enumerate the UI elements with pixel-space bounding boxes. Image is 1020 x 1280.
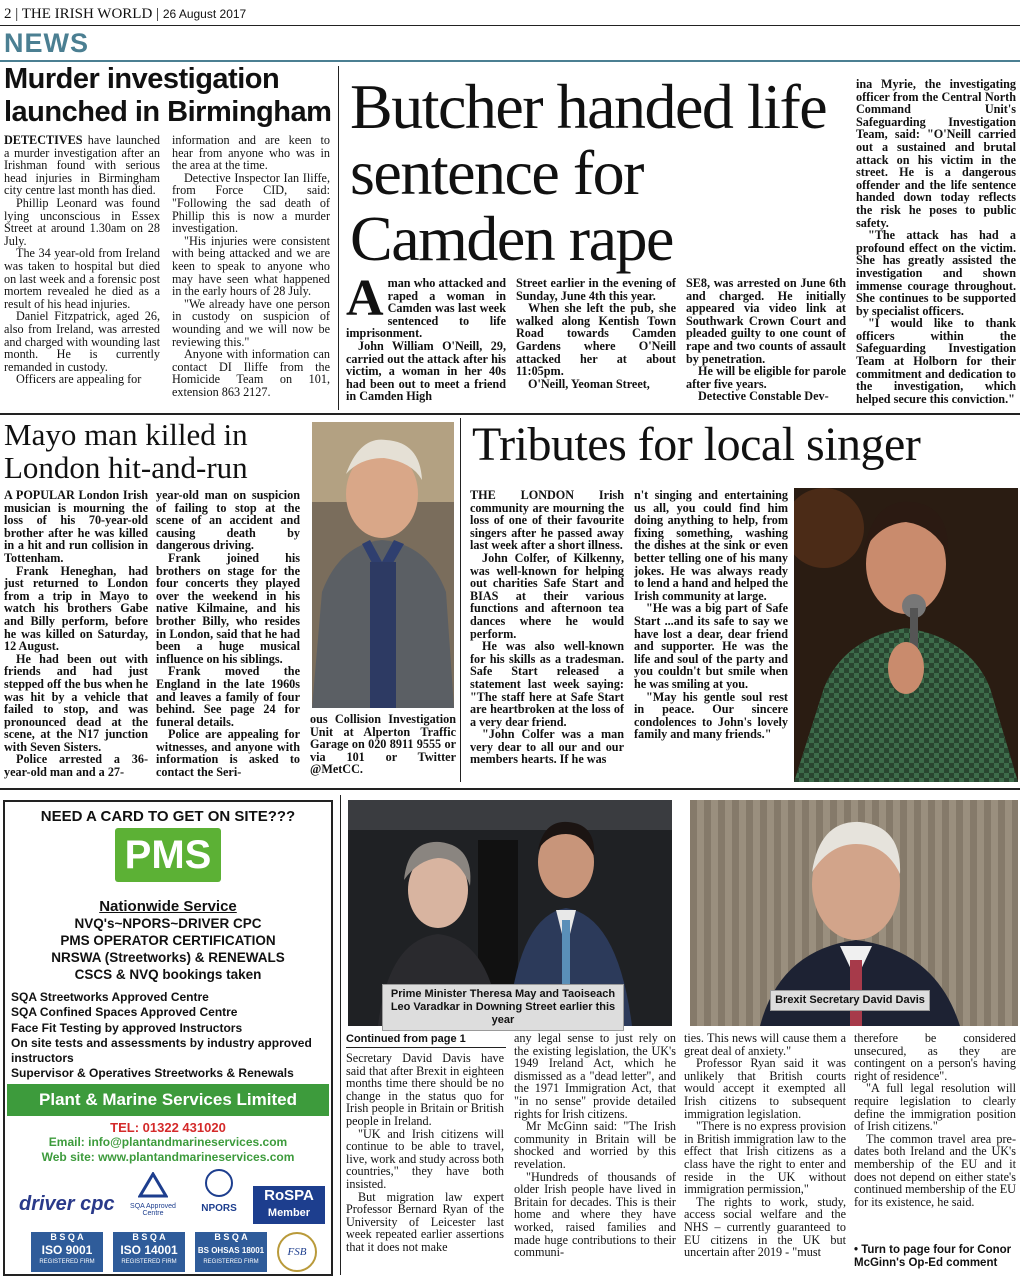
paragraph: "There is no express provision in British immigration law to the effect that Irish citizens as a class have the right to enter and reside in the UK without immigration permission," xyxy=(684,1119,846,1197)
rospa-logo: RoSPA Member xyxy=(253,1186,325,1224)
ad-left-lines xyxy=(11,990,331,1082)
ad-line: PMS OPERATOR CERTIFICATION xyxy=(60,933,276,948)
paragraph: year-old man on suspicion of failing to stop at the scene of an accident and causing death by dangerous driving. xyxy=(156,489,300,553)
continued-label: Continued from page 1 xyxy=(346,1033,506,1048)
murder-col-2 xyxy=(172,134,330,410)
tributes-col-1 xyxy=(470,489,624,779)
mayo-col-1 xyxy=(4,489,148,779)
ad-divider xyxy=(340,795,341,1275)
paragraph: John William O'Neill, 29, carried out the attack after his victim, a woman in her 40s had been out to meet a friend in Camden High xyxy=(346,338,506,404)
butcher-col-4 xyxy=(856,78,1016,406)
pms-logo: PMS xyxy=(115,828,221,882)
paragraph: He had been out with friends and had just stepped off the bus when he was hit by a vehicle that failed to stop, and was pronounced dead at the scene, at the N17 junction with Seven Sisters. xyxy=(4,651,148,754)
murder-col-1 xyxy=(4,134,160,410)
ad-website[interactable]: Web site: www.plantandmarineservices.com xyxy=(41,1150,295,1164)
paragraph: ties. This news will cause them a great deal of anxiety." xyxy=(684,1032,846,1058)
paragraph: Street earlier in the evening of Sunday, June 4th this year. xyxy=(516,277,676,303)
paragraph: Frank joined his brothers on stage for the four concerts they played over the weekend in his native Kilmaine, and his brother Billy, who resides in London, said that he had been a huge musical influence on his siblings. xyxy=(156,550,300,666)
section-rule xyxy=(0,60,1020,62)
paragraph: But migration law expert Professor Bernard Ryan of the University of Leicester last week repeated earlier assertions that it does not make xyxy=(346,1189,504,1254)
paragraph: Officers are appealing for xyxy=(16,372,142,387)
paragraph: "We already have one person in custody on suspicion of wounding and we will now be reviewing this." xyxy=(172,296,330,349)
section-label: NEWS xyxy=(4,28,89,58)
ohsas-badge: B S Q A BS OHSAS 18001 REGISTERED FIRM xyxy=(195,1232,267,1272)
paragraph: n't singing and entertaining us all, you could find him doing anything to help, from fixing something, washing the dishes at the sink or even better telling one of his many jokes. He was always ready to lend a hand and helped the Irish community at large. xyxy=(634,489,788,603)
davis-caption: Brexit Secretary David Davis xyxy=(770,990,930,1011)
mayo-divider xyxy=(460,418,461,782)
iso14001-badge: B S Q A ISO 14001 REGISTERED FIRM xyxy=(113,1232,185,1272)
butcher-headline: Butcher handed life sentence for Camden rape xyxy=(350,74,827,274)
page-header: 2 | THE IRISH WORLD | 26 August 2017 xyxy=(4,6,247,22)
paragraph: Secretary David Davis have said that after Brexit in eighteen months time there should be no change in the status quo for Irish people in Britain or British people in Ireland. xyxy=(346,1052,504,1128)
paragraph: ina Myrie, the investigating officer from the Central North Command Unit's Safeguarding Investigation Team, said: "O'Neill carried out a sustained and brutal attack on his victim in the street. He is a dangerous offender and the life sentence handed down today reflects the risk he poses to public safety. xyxy=(856,78,1016,230)
paragraph: Police arrested a 36-year-old man and a 27- xyxy=(4,752,148,779)
ad-company-bar: Plant & Marine Services Limited xyxy=(7,1084,329,1116)
sqa-logo: SQA Approved Centre xyxy=(123,1172,183,1224)
paragraph: He will be eligible for parole after five years. xyxy=(686,364,846,391)
ad-line: NRSWA (Streetworks) & RENEWALS xyxy=(51,950,285,965)
paragraph: Daniel Fitzpatrick, aged 26, also from Ireland, was arrested and charged with wounding last month. He is currently remanded in custody. xyxy=(4,309,160,374)
paragraph: Frank Heneghan, had just returned to London from a trip in Mayo to watch his brothers Gabe and Billy perform, before he was killed on Saturday, 12 August. xyxy=(4,563,148,654)
paragraph: "He was a big part of Safe Start ...and its safe to say we have lost a dear, dear friend and supporter. He was the life and soul of the party and you couldn't but smile when he was smiling at you. xyxy=(634,601,788,691)
mayo-photo xyxy=(312,422,454,708)
paragraph: Detective Constable Dev- xyxy=(698,389,829,404)
paragraph: THE LONDON Irish community are mourning the loss of one of their favourite singers after he passed away last week after a short illness. xyxy=(470,489,624,553)
paragraph: "Hundreds of thousands of older Irish people have lived in Britain for decades. This is their home and where they have worked, raised families and made huge contributions to their communi- xyxy=(514,1169,676,1260)
mid-rule-1 xyxy=(0,413,1020,415)
paragraph: The 34 year-old from Ireland was taken to hospital but died on last week and a forensic post mortem revealed he died as a result of his head injuries. xyxy=(4,246,160,311)
murder-divider xyxy=(338,66,339,410)
mayo-headline: Mayo man killed in London hit-and-run xyxy=(4,418,248,485)
brexit-col-2 xyxy=(514,1032,676,1276)
ad-center-lines xyxy=(5,915,331,983)
paragraph: "I would like to thank officers within the Safeguarding Investigation Team at Holborn for their commitment and dedication to the investigation, which helped secure this conviction." xyxy=(856,316,1016,406)
paragraph: "UK and Irish citizens will continue to be able to travel, live, work and study across both countries," they have both insisted. xyxy=(346,1126,504,1191)
page-number: 2 xyxy=(4,6,12,22)
butcher-dropcap: A xyxy=(346,277,384,327)
ad-tel: TEL: 01322 431020 xyxy=(110,1120,226,1135)
paragraph: O'Neill, Yeoman Street, xyxy=(528,376,650,391)
paragraph: When she left the pub, she walked along Kentish Town Road towards Camden Gardens where O'Neill attacked her at about 11:05pm. xyxy=(516,301,676,379)
paragraph: He was also well-known for his skills as a tradesman. Safe Start released a statement last week saying: "The staff here at Safe Start are heartbroken at the loss of a very dear friend. xyxy=(470,639,624,729)
murder-headline: Murder investigation launched in Birmingham xyxy=(4,63,332,128)
paragraph: John Colfer, of Kilkenny, was well-known for helping out charities Safe Start and BIAS at their various functions and afternoon tea dances where he would perform. xyxy=(470,550,624,641)
paragraph: SE8, was arrested on June 6th and charged. He initially appeared via video link at Southwark Crown Court and pleaded guilty to one count of rape and two counts of assault by penetration. xyxy=(686,277,846,366)
butcher-col-2 xyxy=(516,277,676,405)
may-varadkar-caption: Prime Minister Theresa May and Taoiseach Leo Varadkar in Downing Street earlier this year xyxy=(382,984,624,1031)
ad-line: CSCS & NVQ bookings taken xyxy=(74,967,262,982)
butcher-col-3 xyxy=(686,277,846,405)
ad-headline: NEED A CARD TO GET ON SITE??? xyxy=(40,808,296,825)
fsb-logo: FSB xyxy=(277,1232,317,1272)
sqa-triangle-icon xyxy=(138,1172,168,1198)
paragraph: Detective Inspector Ian Iliffe, from Force CID, said: "Following the sad death of Phillip this is now a murder investigation. xyxy=(172,170,330,236)
ad-line: SQA Streetworks Approved Centre xyxy=(11,990,209,1004)
singer-portrait-icon xyxy=(794,488,1018,782)
paragraph: "His injuries were consistent with being attacked and we are keen to speak to anyone who may have seen what happened in the early hours of 28 July. xyxy=(172,233,330,299)
paragraph: "A full legal resolution will require legislation to clearly define the immigration position of Irish citizens." xyxy=(854,1081,1016,1134)
header-rule xyxy=(0,25,1020,26)
tributes-headline: Tributes for local singer xyxy=(472,418,921,471)
paragraph: The rights to work, study, access social welfare and the NHS – currently guaranteed to EU citizens in the UK but uncertain after 2019 - "must xyxy=(684,1194,846,1260)
npors-crest-icon xyxy=(204,1168,234,1198)
paragraph: therefore be considered unsecured, as they are contingent on a person's having right of residence". xyxy=(854,1032,1016,1083)
mid-rule-2 xyxy=(0,788,1020,790)
paragraph: "The attack has had a profound effect on the victim. She has greatly assisted the investigation and shown immense courage throughout. She continues to be supported by specialist officers. xyxy=(856,228,1016,318)
paragraph: A POPULAR London Irish musician is mourning the loss of his 70-year-old brother after he was killed in a hit and run collision in Tottenham. xyxy=(4,489,148,565)
brexit-col-4 xyxy=(854,1032,1016,1238)
paragraph: Frank moved the England in the late 1960s and leaves a family of four behind. See page 24 for funeral details. xyxy=(156,664,300,729)
paragraph: man who attacked and raped a woman in Camden was last week sentenced to life imprisonment. xyxy=(346,277,506,341)
singer-photo xyxy=(794,488,1018,782)
paragraph: "John Colfer was a man very dear to all our and our members hearts. If he was xyxy=(470,727,624,767)
drivercpc-logo: driver cpc xyxy=(19,1193,115,1215)
tributes-col-2 xyxy=(634,489,788,779)
ad-line: NVQ's~NPORS~DRIVER CPC xyxy=(74,916,262,931)
issue-date: 26 August 2017 xyxy=(162,7,247,21)
paragraph: ous Collision Investigation Unit at Alperton Traffic Garage on 020 8911 9555 or via 101 or Twitter @MetCC. xyxy=(310,713,456,777)
paragraph: DETECTIVES have launched a murder investigation after an Irishman found with serious head injuries in Birmingham city centre last month has died. xyxy=(4,134,160,198)
brexit-col-1 xyxy=(346,1052,504,1276)
paragraph: Professor Ryan said it was unlikely that British courts would accept it exempted all Irish citizens to subsequent immigration legislation. xyxy=(684,1056,846,1121)
paragraph: information and are keen to hear from anyone who was in the area at the time. xyxy=(172,134,330,173)
paragraph: Phillip Leonard was found lying unconscious in Essex Street at around 1.30am on 28 July. xyxy=(4,195,160,248)
ad-email[interactable]: Email: info@plantandmarineservices.com xyxy=(48,1135,288,1149)
ad-line: On site tests and assessments by industry approved instructors xyxy=(11,1035,312,1066)
man-portrait-icon xyxy=(312,422,454,708)
ad-line: SQA Confined Spaces Approved Centre xyxy=(11,1005,238,1020)
paragraph: Mr McGinn said: "The Irish community in Britain will be shocked and worried by this revelation. xyxy=(514,1119,676,1171)
paragraph: The common travel area pre-dates both Ireland and the UK's membership of the EU and it does not depend on either state's continued membership of the EU for its existence, he said. xyxy=(854,1131,1016,1209)
ad-line: Face Fit Testing by approved Instructors xyxy=(11,1020,243,1035)
pms-advert xyxy=(3,800,333,1276)
npors-logo: NPORS xyxy=(189,1168,249,1224)
mayo-col-3 xyxy=(310,713,456,781)
publication-name: THE IRISH WORLD xyxy=(21,6,153,22)
paragraph: any legal sense to just rely on the existing legislation, the UK's 1949 Ireland Act, which he dismissed as a "dead letter", and the 1971 Immigration Act, that "in no sense" provide detailed rights for Irish citizens. xyxy=(514,1032,676,1121)
butcher-col-1 xyxy=(346,277,506,405)
brexit-col-3 xyxy=(684,1032,846,1276)
paragraph: "May his gentle soul rest in peace. Our sincere condolences to John's lovely family and many friends." xyxy=(634,689,788,742)
iso9001-badge: B S Q A ISO 9001 REGISTERED FIRM xyxy=(31,1232,103,1272)
paragraph: Anyone with information can contact DI Iliffe from the Homicide Team on 101, extension 863 2127. xyxy=(172,347,330,399)
mayo-col-2 xyxy=(156,489,300,779)
ad-nationwide: Nationwide Service xyxy=(99,898,237,915)
ad-line: Supervisor & Operatives Streetworks & Renewals xyxy=(11,1066,294,1081)
turn-to-page[interactable]: • Turn to page four for Conor McGinn's Op-Ed comment xyxy=(854,1244,1012,1269)
paragraph: Police are appealing for witnesses, and anyone with information is asked to contact the Seri- xyxy=(156,727,300,779)
